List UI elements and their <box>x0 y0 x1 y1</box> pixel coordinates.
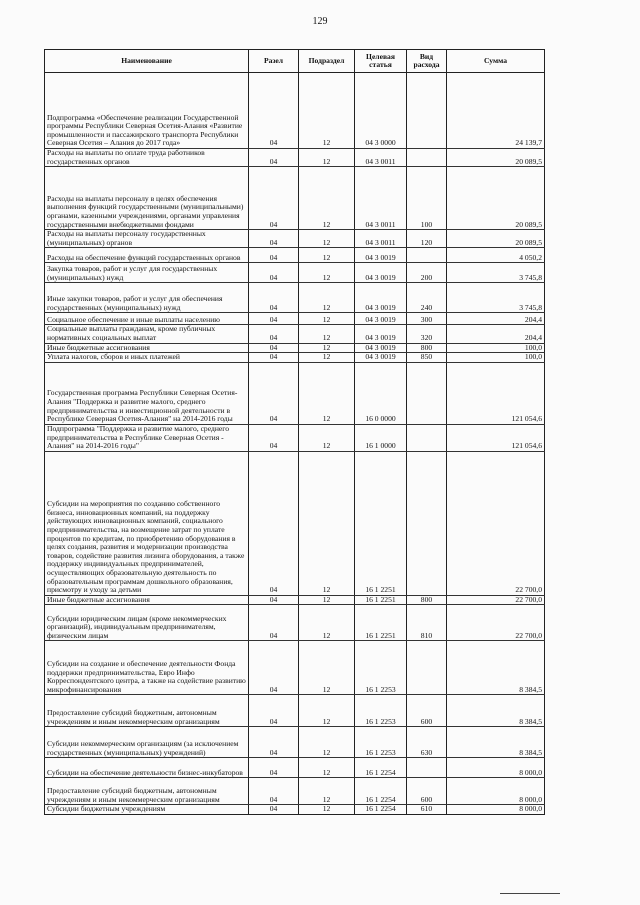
cell-name: Подпрограмма "Поддержка и развитие малого, среднего предпринимательства в Республике Северная Осетия - Алания" на 2014-2016 годы" <box>45 424 249 451</box>
cell-section: 04 <box>249 325 299 343</box>
table-row <box>45 248 545 263</box>
cell-sum: 8 384,5 <box>447 641 545 695</box>
cell-name: Социальные выплаты гражданам, кроме публичных нормативных социальных выплат <box>45 325 249 343</box>
cell-section: 04 <box>249 313 299 325</box>
cell-name: Подпрограмма «Обеспечение реализации Государственной программы Республики Северная Осетия-Алания «Развитие промышленности и пассажирского транспорта Республики Северная Осетия – Алания до 2017 года» <box>45 73 249 149</box>
cell-sum: 20 089,5 <box>447 167 545 230</box>
cell-sum: 22 700,0 <box>447 605 545 641</box>
cell-sum: 8 384,5 <box>447 695 545 727</box>
cell-section: 04 <box>249 727 299 758</box>
table-row <box>45 167 545 230</box>
table-row <box>45 758 545 778</box>
cell-kind <box>407 758 447 778</box>
cell-sum: 22 700,0 <box>447 451 545 595</box>
header-sum: Сумма <box>447 50 545 73</box>
cell-kind <box>407 424 447 451</box>
cell-subsection: 12 <box>299 313 355 325</box>
cell-name: Субсидии на мероприятия по созданию собственного бизнеса, инновационных компаний, на поддержку действующих инновационных компаний, социального предпринимательства, на возмещение затрат по уплате процентов по кредитам, по приобретению оборудования в целях создания, развития и модернизации производства товаров, содействие развития лизинга оборудования, а также поддержку индивидуальных предпринимателей, осуществляющих образовательную деятельность по образовательным программам дошкольного образования, присмотру и уходу за детьми <box>45 451 249 595</box>
cell-subsection: 12 <box>299 283 355 313</box>
cell-kind <box>407 641 447 695</box>
cell-kind: 610 <box>407 805 447 815</box>
cell-name: Расходы на выплаты персоналу государственных (муниципальных) органов <box>45 230 249 248</box>
cell-name: Предоставление субсидий бюджетным, автономным учреждениям и иным некоммерческим организациям <box>45 778 249 805</box>
cell-kind: 600 <box>407 778 447 805</box>
cell-sum: 24 139,7 <box>447 73 545 149</box>
cell-subsection: 12 <box>299 727 355 758</box>
table-row <box>45 805 545 815</box>
cell-section: 04 <box>249 73 299 149</box>
cell-subsection: 12 <box>299 641 355 695</box>
cell-section: 04 <box>249 362 299 424</box>
cell-target: 16 1 0000 <box>355 424 407 451</box>
cell-target: 16 1 2251 <box>355 605 407 641</box>
cell-kind <box>407 248 447 263</box>
cell-subsection: 12 <box>299 778 355 805</box>
cell-target: 04 3 0000 <box>355 73 407 149</box>
cell-subsection: 12 <box>299 343 355 353</box>
cell-name: Закупка товаров, работ и услуг для государственных (муниципальных) нужд <box>45 263 249 283</box>
cell-target: 04 3 0019 <box>355 353 407 363</box>
cell-kind <box>407 362 447 424</box>
cell-name: Субсидии на обеспечение деятельности бизнес-инкубаторов <box>45 758 249 778</box>
table-row <box>45 230 545 248</box>
table-row <box>45 149 545 167</box>
cell-target: 16 1 2251 <box>355 595 407 605</box>
cell-subsection: 12 <box>299 758 355 778</box>
cell-kind: 800 <box>407 343 447 353</box>
cell-section: 04 <box>249 805 299 815</box>
header-subsection: Подраздел <box>299 50 355 73</box>
cell-section: 04 <box>249 167 299 230</box>
cell-target: 16 1 2251 <box>355 451 407 595</box>
table-row <box>45 73 545 149</box>
cell-name: Субсидии на создание и обеспечение деятельности Фонда поддержки предпринимательства, Евро Инфо Корреспондентского центра, а также на содействие развитию микрофинансирования <box>45 641 249 695</box>
cell-target: 04 3 0019 <box>355 283 407 313</box>
table-row <box>45 325 545 343</box>
cell-sum: 8 384,5 <box>447 727 545 758</box>
cell-subsection: 12 <box>299 362 355 424</box>
cell-sum: 121 054,6 <box>447 362 545 424</box>
cell-section: 04 <box>249 424 299 451</box>
cell-name: Иные бюджетные ассигнования <box>45 595 249 605</box>
cell-kind: 320 <box>407 325 447 343</box>
cell-target: 04 3 0019 <box>355 313 407 325</box>
header-section: Разел <box>249 50 299 73</box>
cell-sum: 8 000,0 <box>447 805 545 815</box>
cell-subsection: 12 <box>299 263 355 283</box>
cell-section: 04 <box>249 605 299 641</box>
table-row <box>45 605 545 641</box>
cell-kind: 120 <box>407 230 447 248</box>
cell-target: 16 1 2253 <box>355 695 407 727</box>
cell-sum: 100,0 <box>447 343 545 353</box>
cell-sum: 121 054,6 <box>447 424 545 451</box>
table-row <box>45 641 545 695</box>
cell-name: Иные закупки товаров, работ и услуг для обеспечения государственных (муниципальных) нужд <box>45 283 249 313</box>
cell-section: 04 <box>249 149 299 167</box>
cell-name: Государственная программа Республики Северная Осетия-Алания "Поддержка и развитие малого, среднего предпринимательства и инвестиционной деятельности в Республике Северная Осетия-Алания" на 2014-2016 годы <box>45 362 249 424</box>
cell-target: 16 1 2253 <box>355 641 407 695</box>
cell-target: 04 3 0019 <box>355 248 407 263</box>
bottom-rule <box>500 893 560 894</box>
cell-kind: 300 <box>407 313 447 325</box>
cell-subsection: 12 <box>299 424 355 451</box>
cell-kind: 630 <box>407 727 447 758</box>
cell-section: 04 <box>249 248 299 263</box>
cell-sum: 8 000,0 <box>447 758 545 778</box>
cell-kind <box>407 73 447 149</box>
cell-subsection: 12 <box>299 325 355 343</box>
cell-subsection: 12 <box>299 805 355 815</box>
cell-subsection: 12 <box>299 167 355 230</box>
cell-section: 04 <box>249 758 299 778</box>
cell-target: 16 1 2254 <box>355 778 407 805</box>
cell-sum: 204,4 <box>447 325 545 343</box>
cell-name: Субсидии бюджетным учреждениям <box>45 805 249 815</box>
cell-name: Уплата налогов, сборов и иных платежей <box>45 353 249 363</box>
cell-sum: 8 000,0 <box>447 778 545 805</box>
table-row <box>45 263 545 283</box>
cell-kind: 850 <box>407 353 447 363</box>
cell-name: Иные бюджетные ассигнования <box>45 343 249 353</box>
cell-section: 04 <box>249 778 299 805</box>
cell-subsection: 12 <box>299 605 355 641</box>
cell-name: Расходы на выплаты по оплате труда работников государственных органов <box>45 149 249 167</box>
header-target: Целевая статья <box>355 50 407 73</box>
table-row <box>45 283 545 313</box>
cell-target: 04 3 0011 <box>355 149 407 167</box>
table-row <box>45 451 545 595</box>
cell-kind: 240 <box>407 283 447 313</box>
table-row <box>45 362 545 424</box>
cell-target: 04 3 0019 <box>355 325 407 343</box>
cell-subsection: 12 <box>299 73 355 149</box>
cell-target: 04 3 0011 <box>355 230 407 248</box>
cell-subsection: 12 <box>299 695 355 727</box>
cell-target: 16 1 2254 <box>355 805 407 815</box>
table-row <box>45 595 545 605</box>
cell-name: Расходы на выплаты персоналу в целях обеспечения выполнения функций государственными (муниципальными) органами, казенными учреждениями, органами управления государственными внебюджетными фондами <box>45 167 249 230</box>
cell-section: 04 <box>249 695 299 727</box>
cell-name: Расходы на обеспечение функций государственных органов <box>45 248 249 263</box>
header-name: Наименование <box>45 50 249 73</box>
cell-name: Субсидии юридическим лицам (кроме некоммерческих организаций), индивидуальным предпринимателям, физическим лицам <box>45 605 249 641</box>
cell-section: 04 <box>249 343 299 353</box>
cell-kind: 810 <box>407 605 447 641</box>
cell-kind: 200 <box>407 263 447 283</box>
cell-name: Социальное обеспечение и иные выплаты населению <box>45 313 249 325</box>
cell-target: 16 1 2253 <box>355 727 407 758</box>
cell-subsection: 12 <box>299 248 355 263</box>
cell-target: 16 1 2254 <box>355 758 407 778</box>
cell-section: 04 <box>249 353 299 363</box>
cell-sum: 3 745,8 <box>447 283 545 313</box>
cell-sum: 4 050,2 <box>447 248 545 263</box>
cell-subsection: 12 <box>299 595 355 605</box>
cell-subsection: 12 <box>299 451 355 595</box>
cell-target: 04 3 0019 <box>355 263 407 283</box>
cell-kind: 600 <box>407 695 447 727</box>
cell-section: 04 <box>249 641 299 695</box>
cell-kind <box>407 451 447 595</box>
cell-sum: 3 745,8 <box>447 263 545 283</box>
cell-section: 04 <box>249 263 299 283</box>
budget-table <box>44 49 545 815</box>
cell-name: Субсидии некоммерческим организациям (за исключением государственных (муниципальных) учреждений) <box>45 727 249 758</box>
cell-target: 04 3 0019 <box>355 343 407 353</box>
table-row <box>45 353 545 363</box>
table-row <box>45 424 545 451</box>
cell-kind: 800 <box>407 595 447 605</box>
cell-sum: 204,4 <box>447 313 545 325</box>
cell-subsection: 12 <box>299 353 355 363</box>
cell-target: 16 0 0000 <box>355 362 407 424</box>
table-row <box>45 313 545 325</box>
cell-section: 04 <box>249 230 299 248</box>
cell-name: Предоставление субсидий бюджетным, автономным учреждениям и иным некоммерческим организациям <box>45 695 249 727</box>
cell-section: 04 <box>249 451 299 595</box>
cell-subsection: 12 <box>299 230 355 248</box>
cell-section: 04 <box>249 283 299 313</box>
table-header-row <box>45 50 545 73</box>
header-kind: Вид расхода <box>407 50 447 73</box>
cell-section: 04 <box>249 595 299 605</box>
cell-target: 04 3 0011 <box>355 167 407 230</box>
cell-sum: 100,0 <box>447 353 545 363</box>
cell-sum: 22 700,0 <box>447 595 545 605</box>
table-row <box>45 695 545 727</box>
table-row <box>45 727 545 758</box>
cell-kind <box>407 149 447 167</box>
cell-sum: 20 089,5 <box>447 230 545 248</box>
cell-subsection: 12 <box>299 149 355 167</box>
page-number: 129 <box>312 16 328 27</box>
cell-kind: 100 <box>407 167 447 230</box>
cell-sum: 20 089,5 <box>447 149 545 167</box>
table-row <box>45 778 545 805</box>
